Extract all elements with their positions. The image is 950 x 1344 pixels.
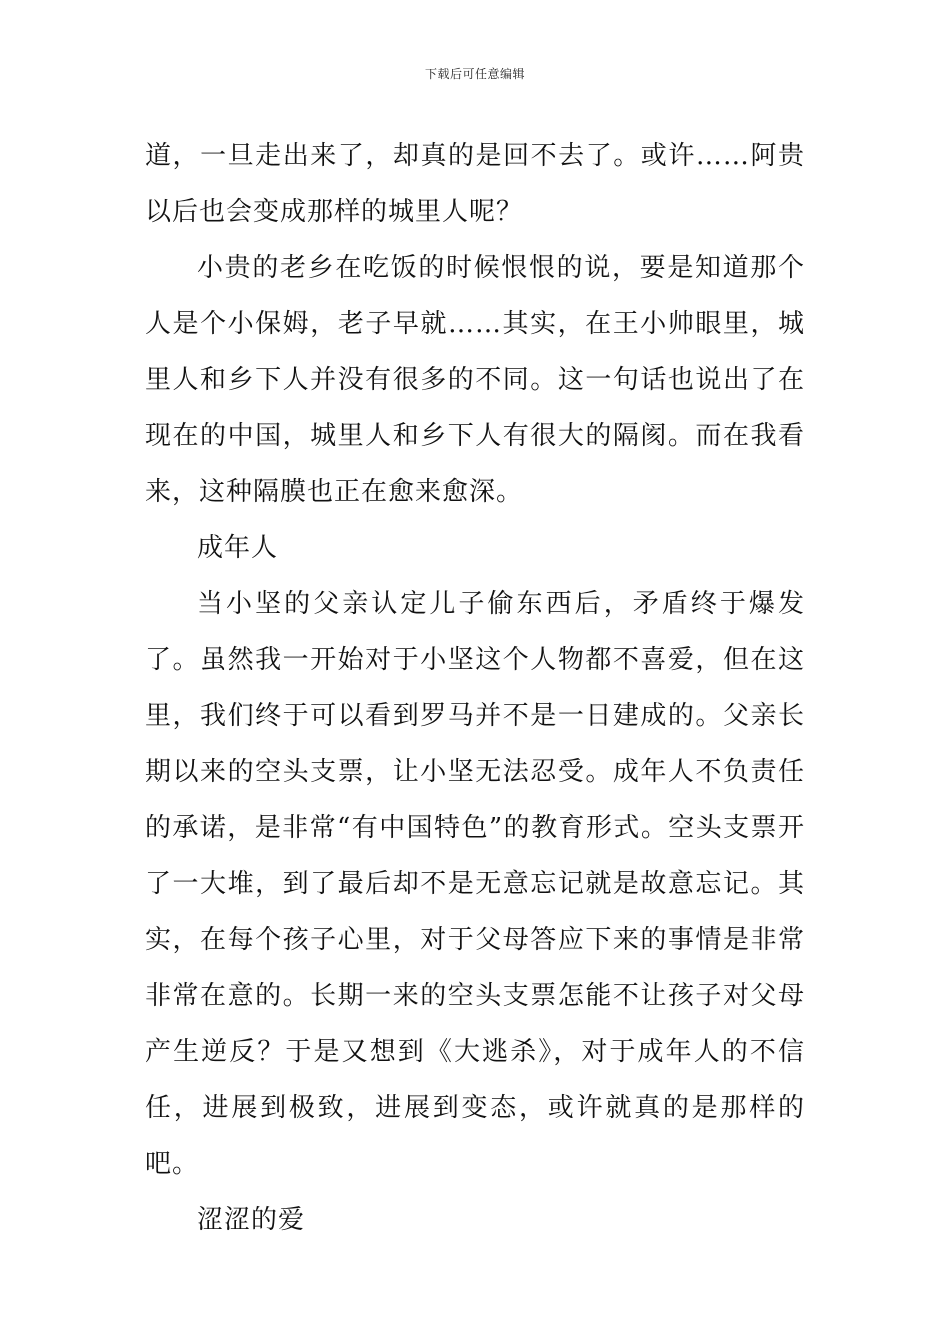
section-heading-adults: 成年人: [197, 533, 279, 563]
page-header: 下载后可任意编辑: [424, 67, 525, 81]
paragraph-1: 道，一旦走出来了，却真的是回不去了。或许……阿贵以后也会变成那样的城里人呢？: [145, 141, 805, 227]
document-body: [145, 128, 805, 1248]
section-heading-bitter-love: 涩涩的爱: [197, 1205, 306, 1235]
paragraph-3: 当小坚的父亲认定儿子偷东西后，矛盾终于爆发了。虽然我一开始对于小坚这个人物都不喜爱，但在这里，我们终于可以看到罗马并不是一日建成的。父亲长期以来的空头支票，让小坚无法忍受。成年人不负责任的承诺，是非常“有中国特色”的教育形式。空头支票开了一大堆，到了最后却不是无意忘记就是故意忘记。其实，在每个孩子心里，对于父母答应下来的事情是非常非常在意的。长期一来的空头支票怎能不让孩子对父母产生逆反？于是又想到《大逃杀》，对于成年人的不信任，进展到极致，进展到变态，或许就真的是那样的吧。: [145, 589, 805, 1179]
paragraph-2: 小贵的老乡在吃饭的时候恨恨的说，要是知道那个人是个小保姆，老子早就……其实，在王小帅眼里，城里人和乡下人并没有很多的不同。这一句话也说出了在现在的中国，城里人和乡下人有很大的隔阂。而在我看来，这种隔膜也正在愈来愈深。: [145, 253, 805, 507]
